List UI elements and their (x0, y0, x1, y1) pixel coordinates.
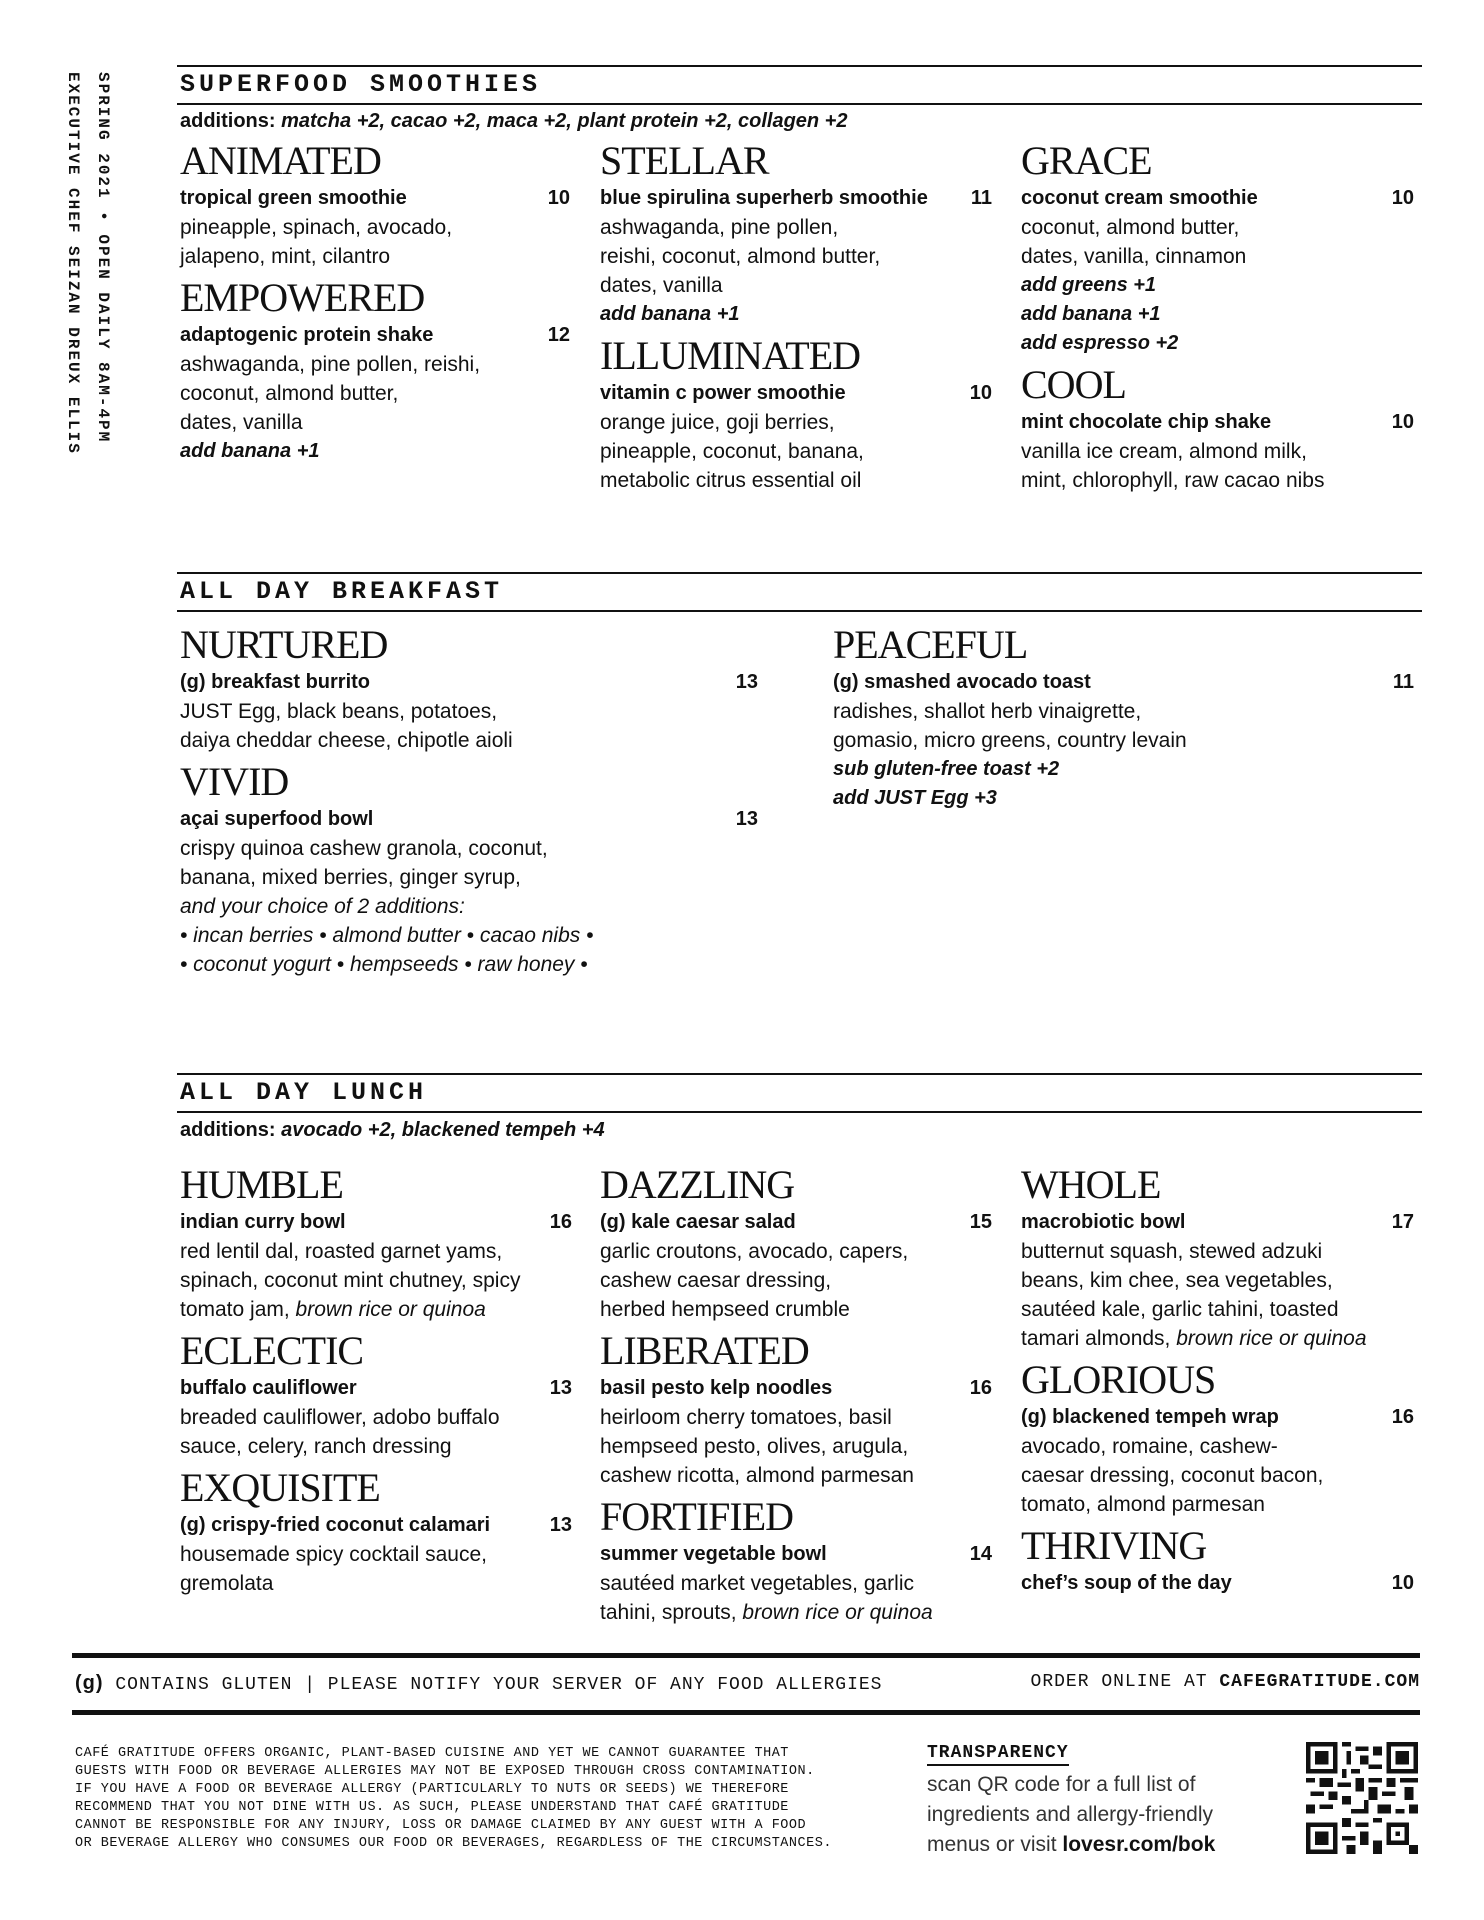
item-extra: sub gluten-free toast +2 (833, 758, 1060, 780)
disclaimer-line: CAFÉ GRATITUDE OFFERS ORGANIC, PLANT-BASED CUISINE AND YET WE CANNOT GUARANTEE THAT (75, 1746, 789, 1761)
item-desc-line: caesar dressing, coconut bacon, (1021, 1464, 1324, 1487)
transparency-lead: menus or visit (927, 1833, 1063, 1856)
item-desc-text: tamari almonds, (1021, 1327, 1177, 1350)
menu-item (1021, 362, 1414, 495)
menu-item (180, 275, 570, 466)
item-desc-line: vanilla ice cream, almond milk, (1021, 440, 1307, 463)
item-name: LIBERATED (600, 1328, 809, 1373)
section-rule-top (177, 65, 1422, 67)
item-desc-line: cashew ricotta, almond parmesan (600, 1464, 914, 1487)
item-subtitle: tropical green smoothie (180, 187, 407, 209)
item-desc-line: butternut squash, stewed adzuki (1021, 1240, 1323, 1263)
menu-item (600, 1328, 992, 1490)
item-desc-line: and your choice of 2 additions: (180, 895, 465, 918)
item-desc-line: • incan berries • almond butter • cacao nibs • (180, 924, 594, 947)
item-price: 13 (549, 1377, 572, 1399)
item-desc-line: dates, vanilla (600, 274, 723, 297)
item-name: NURTURED (180, 622, 388, 667)
item-desc-line: red lentil dal, roasted garnet yams, (180, 1240, 503, 1263)
item-desc-line: breaded cauliflower, adobo buffalo (180, 1406, 500, 1429)
transparency-line: ingredients and allergy-friendly (927, 1803, 1213, 1826)
item-price: 15 (969, 1211, 992, 1233)
item-desc-line: coconut, almond butter, (1021, 216, 1240, 239)
item-name: PEACEFUL (833, 622, 1028, 667)
menu-item (1021, 1357, 1414, 1519)
lunch-col-2 (600, 1162, 992, 1631)
item-desc-line: coconut, almond butter, (180, 382, 399, 405)
transparency-text (927, 1770, 1287, 1860)
item-subtitle: chef’s soup of the day (1021, 1572, 1232, 1594)
item-price: 13 (549, 1514, 572, 1536)
transparency-title: TRANSPARENCY (927, 1742, 1069, 1766)
gluten-mark: (g) (75, 1672, 104, 1694)
item-desc-line: crispy quinoa cashew granola, coconut, (180, 837, 548, 860)
menu-item (600, 138, 992, 329)
item-desc-line: mint, chlorophyll, raw cacao nibs (1021, 469, 1325, 492)
section-title-smoothies: SUPERFOOD SMOOTHIES (180, 70, 542, 99)
item-subtitle: adaptogenic protein shake (180, 324, 434, 346)
item-subtitle: blue spirulina superherb smoothie (600, 187, 928, 209)
item-price: 10 (1391, 1572, 1414, 1594)
item-extra: add banana +1 (600, 303, 740, 325)
allergy-notice: CONTAINS GLUTEN | PLEASE NOTIFY YOUR SERVER OF ANY FOOD ALLERGIES (115, 1675, 883, 1695)
additions-lead: additions: (180, 1119, 276, 1141)
breakfast-col-1 (180, 622, 758, 983)
qr-code-icon[interactable] (1306, 1742, 1418, 1854)
item-subtitle: macrobiotic bowl (1021, 1211, 1186, 1233)
item-desc-line (180, 1295, 572, 1324)
item-subtitle: basil pesto kelp noodles (600, 1377, 833, 1399)
additions-list: matcha +2, cacao +2, maca +2, plant protein +2, collagen +2 (281, 110, 848, 132)
item-price: 10 (1391, 411, 1414, 433)
item-desc-line: hempseed pesto, olives, arugula, (600, 1435, 909, 1458)
gluten-notice (75, 1672, 882, 1695)
item-name: COOL (1021, 362, 1126, 407)
item-name: STELLAR (600, 138, 769, 183)
item-desc-line: cashew caesar dressing, (600, 1269, 832, 1292)
side-banner (58, 72, 118, 455)
menu-item (180, 759, 758, 979)
item-name: EXQUISITE (180, 1465, 380, 1510)
item-price: 12 (547, 324, 570, 346)
order-link[interactable]: CAFEGRATITUDE.COM (1219, 1672, 1420, 1692)
lunch-col-3 (1021, 1162, 1414, 1602)
additions-list: avocado +2, blackened tempeh +4 (281, 1119, 605, 1141)
item-name: ILLUMINATED (600, 333, 861, 378)
item-desc-line: pineapple, spinach, avocado, (180, 216, 453, 239)
item-desc-line: gomasio, micro greens, country levain (833, 729, 1187, 752)
item-desc-line: radishes, shallot herb vinaigrette, (833, 700, 1142, 723)
item-desc-option: brown rice or quinoa (295, 1298, 486, 1321)
item-subtitle: (g) kale caesar salad (600, 1211, 796, 1233)
item-name: GRACE (1021, 138, 1152, 183)
item-desc-line: spinach, coconut mint chutney, spicy (180, 1269, 521, 1292)
item-desc-line: reishi, coconut, almond butter, (600, 245, 881, 268)
item-subtitle: açai superfood bowl (180, 808, 374, 830)
section-rule-top (177, 1073, 1422, 1075)
smoothie-additions (180, 110, 848, 133)
item-subtitle: (g) breakfast burrito (180, 671, 371, 693)
item-extra: add JUST Egg +3 (833, 787, 997, 809)
item-desc-line: jalapeno, mint, cilantro (180, 245, 391, 268)
item-extra: add greens +1 (1021, 274, 1157, 296)
item-desc-line: • coconut yogurt • hempseeds • raw honey • (180, 953, 588, 976)
item-extra: add banana +1 (1021, 303, 1161, 325)
item-price: 16 (549, 1211, 572, 1233)
item-name: GLORIOUS (1021, 1357, 1216, 1402)
section-rule-bottom (177, 103, 1422, 105)
order-online (1031, 1672, 1420, 1695)
transparency-line (927, 1830, 1287, 1860)
item-name: ECLECTIC (180, 1328, 364, 1373)
item-desc-line: dates, vanilla, cinnamon (1021, 245, 1247, 268)
order-lead: ORDER ONLINE AT (1030, 1672, 1208, 1692)
item-extra: add banana +1 (180, 440, 320, 462)
item-desc-line: ashwaganda, pine pollen, (600, 216, 839, 239)
item-name: DAZZLING (600, 1162, 795, 1207)
item-price: 17 (1391, 1211, 1414, 1233)
menu-item (600, 1494, 992, 1627)
item-name: VIVID (180, 759, 289, 804)
footer-rule-bottom (72, 1710, 1420, 1715)
item-desc-line: ashwaganda, pine pollen, reishi, (180, 353, 481, 376)
item-desc-line: banana, mixed berries, ginger syrup, (180, 866, 521, 889)
season-hours: SPRING 2021 • OPEN DAILY 8AM-4PM (94, 72, 112, 444)
item-desc-line: sautéed market vegetables, garlic (600, 1572, 915, 1595)
item-desc-line (600, 1598, 992, 1627)
item-desc-line: sauce, celery, ranch dressing (180, 1435, 452, 1458)
item-desc-line: heirloom cherry tomatoes, basil (600, 1406, 892, 1429)
item-desc-line (1021, 1324, 1414, 1353)
smoothies-col-1 (180, 138, 570, 470)
item-name: THRIVING (1021, 1523, 1207, 1568)
item-desc-text: tomato jam, (180, 1298, 296, 1321)
additions-lead: additions: (180, 110, 276, 132)
menu-item (1021, 1523, 1414, 1598)
item-desc-line: gremolata (180, 1572, 274, 1595)
menu-item (180, 622, 758, 755)
item-desc-line: dates, vanilla (180, 411, 303, 434)
item-desc-line: pineapple, coconut, banana, (600, 440, 864, 463)
item-desc-line: orange juice, goji berries, (600, 411, 835, 434)
menu-item (180, 1162, 572, 1324)
item-desc-line: daiya cheddar cheese, chipotle aioli (180, 729, 513, 752)
item-desc-text: tahini, sprouts, (600, 1601, 743, 1624)
item-desc-line: metabolic citrus essential oil (600, 469, 862, 492)
item-subtitle: (g) blackened tempeh wrap (1021, 1406, 1279, 1428)
item-desc-line: beans, kim chee, sea vegetables, (1021, 1269, 1333, 1292)
menu-item (833, 622, 1414, 813)
item-desc-line: avocado, romaine, cashew- (1021, 1435, 1278, 1458)
item-price: 10 (547, 187, 570, 209)
item-subtitle: mint chocolate chip shake (1021, 411, 1272, 433)
item-desc-line: tomato, almond parmesan (1021, 1493, 1265, 1516)
item-desc-line: housemade spicy cocktail sauce, (180, 1543, 487, 1566)
executive-chef: EXECUTIVE CHEF SEIZAN DREUX ELLIS (64, 72, 82, 455)
transparency-block (927, 1742, 1287, 1860)
item-name: EMPOWERED (180, 275, 425, 320)
disclaimer-line: OR BEVERAGE ALLERGY WHO CONSUMES OUR FOOD OR BEVERAGES, REGARDLESS OF THE CIRCUMSTANCES. (75, 1836, 832, 1851)
item-price: 11 (1392, 671, 1414, 693)
item-subtitle: indian curry bowl (180, 1211, 346, 1233)
item-desc-option: brown rice or quinoa (742, 1601, 933, 1624)
transparency-link[interactable]: lovesr.com/bok (1062, 1833, 1216, 1856)
lunch-additions (180, 1119, 605, 1142)
item-desc-line: herbed hempseed crumble (600, 1298, 850, 1321)
item-price: 10 (1391, 187, 1414, 209)
item-desc-line: sautéed kale, garlic tahini, toasted (1021, 1298, 1339, 1321)
item-subtitle: coconut cream smoothie (1021, 187, 1258, 209)
item-price: 16 (969, 1377, 992, 1399)
item-name: FORTIFIED (600, 1494, 794, 1539)
item-desc-line: JUST Egg, black beans, potatoes, (180, 700, 498, 723)
section-title-lunch: ALL DAY LUNCH (180, 1078, 428, 1107)
item-extra: add espresso +2 (1021, 332, 1179, 354)
disclaimer-line: CANNOT BE RESPONSIBLE FOR ANY INJURY, LOSS OR DAMAGE CLAIMED BY ANY GUEST WITH A FOOD (75, 1818, 807, 1833)
menu-item (180, 1465, 572, 1598)
item-subtitle: buffalo cauliflower (180, 1377, 357, 1399)
footer-notice-bar (75, 1672, 1420, 1695)
disclaimer-line: RECOMMEND THAT YOU NOT DINE WITH US. AS SUCH, PLEASE UNDERSTAND THAT CAFÉ GRATITUDE (75, 1800, 789, 1815)
menu-item (1021, 1162, 1414, 1353)
menu-item (600, 333, 992, 495)
disclaimer-line: GUESTS WITH FOOD OR BEVERAGE ALLERGIES MAY NOT BE EXPOSED THROUGH CROSS CONTAMINATION. (75, 1764, 815, 1779)
lunch-col-1 (180, 1162, 572, 1602)
item-price: 11 (970, 187, 992, 209)
item-price: 13 (735, 671, 758, 693)
section-rule-bottom (177, 1111, 1422, 1113)
section-rule-bottom (177, 610, 1422, 612)
menu-item (600, 1162, 992, 1324)
breakfast-col-2 (833, 622, 1414, 817)
item-subtitle: summer vegetable bowl (600, 1543, 827, 1565)
item-price: 14 (969, 1543, 992, 1565)
item-name: ANIMATED (180, 138, 381, 183)
smoothies-col-3 (1021, 138, 1414, 499)
menu-item (180, 138, 570, 271)
item-subtitle: (g) smashed avocado toast (833, 671, 1091, 693)
section-rule-top (177, 572, 1422, 574)
item-price: 16 (1391, 1406, 1414, 1428)
menu-item (1021, 138, 1414, 358)
disclaimer-line: IF YOU HAVE A FOOD OR BEVERAGE ALLERGY (PARTICULARLY TO NUTS OR SEEDS) WE THEREFORE (75, 1782, 789, 1797)
item-subtitle: (g) crispy-fried coconut calamari (180, 1514, 491, 1536)
item-desc-option: brown rice or quinoa (1176, 1327, 1367, 1350)
item-name: HUMBLE (180, 1162, 343, 1207)
item-desc-line: garlic croutons, avocado, capers, (600, 1240, 909, 1263)
item-name: WHOLE (1021, 1162, 1161, 1207)
section-title-breakfast: ALL DAY BREAKFAST (180, 577, 504, 606)
footer-rule-top (72, 1653, 1420, 1658)
allergy-disclaimer (75, 1745, 885, 1853)
transparency-line: scan QR code for a full list of (927, 1773, 1196, 1796)
item-subtitle: vitamin c power smoothie (600, 382, 846, 404)
item-price: 10 (969, 382, 992, 404)
smoothies-col-2 (600, 138, 992, 499)
menu-item (180, 1328, 572, 1461)
item-price: 13 (735, 808, 758, 830)
